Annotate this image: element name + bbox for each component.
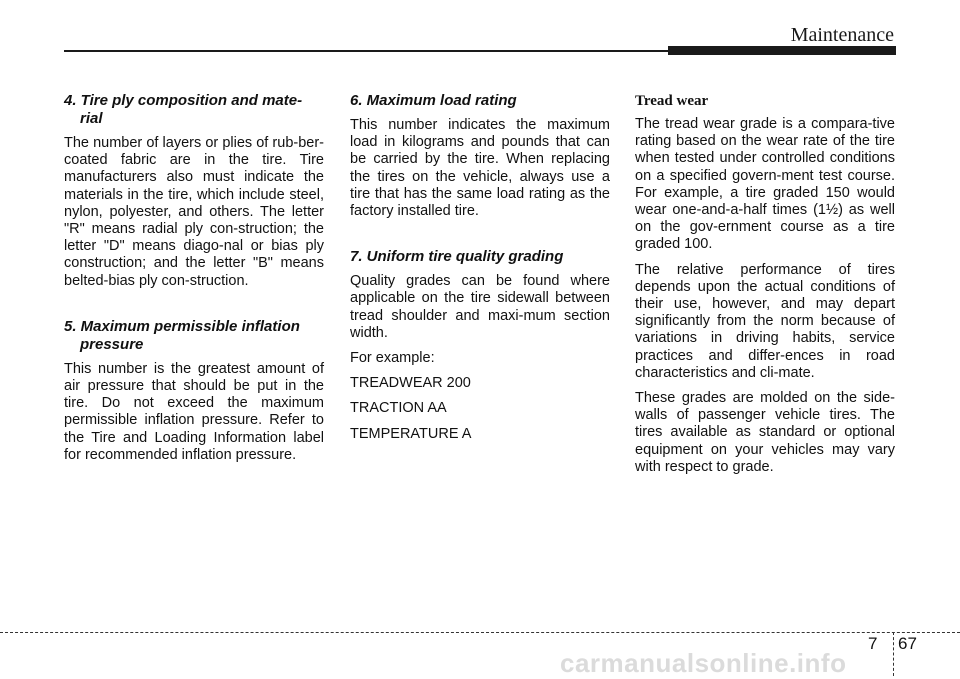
footer-rule [0, 632, 960, 633]
section-6-body: This number indicates the maximum load in kilograms and pounds that can be carried by the tire. When replacing the tires on the vehicle, always use a tire that has the same load rating as the factory installed tire. [350, 117, 610, 220]
section-5-heading: 5. Maximum permissible inflation pressure [64, 317, 300, 353]
section-4-body: The number of layers or plies of rub-ber-coated fabric are in the tire. Tire manufacturers also must indicate the materials in the tire, which include steel, nylon, polyester, and others. The letter "R" means radial ply con-struction; the letter "D" means diago-nal or bias ply construction; and the letter "B" means belted-bias ply con-struction. [64, 135, 324, 289]
section-title: Maintenance [790, 24, 894, 46]
chapter-number: 7 [868, 634, 878, 653]
example-line: TRACTION AA [350, 400, 447, 417]
example-label: For example: [350, 350, 435, 367]
section-7-body: Quality grades can be found where applicable on the tire sidewall between tread shoulder and maxi-mum section width. [350, 273, 610, 341]
example-line: TREADWEAR 200 [350, 375, 471, 392]
section-5-body: This number is the greatest amount of air pressure that should be put in the tire. Do not exceed the maximum permissible inflation pressure. Refer to the Tire and Loading Information label for recommended inflation pressure. [64, 360, 324, 463]
page-number: 67 [898, 634, 917, 653]
section-7-heading: 7. Uniform tire quality grading [350, 248, 564, 266]
tread-wear-paragraph: The tread wear grade is a compara-tive rating based on the wear rate of the tire when tested under controlled conditions on a specified govern-ment test course. For example, a tire graded 150 would wear one-and-a-half times (1½) as well on the gov-ernment course as a tire graded 100. [635, 116, 895, 253]
section-6-heading: 6. Maximum load rating [350, 92, 517, 109]
tread-wear-paragraph: These grades are molded on the side-walls of passenger vehicle tires. The tires available as standard or optional equipment on your vehicles may vary with respect to grade. [635, 390, 895, 475]
tread-wear-heading: Tread wear [635, 93, 709, 109]
example-line: TEMPERATURE A [350, 425, 472, 442]
tread-wear-paragraph: The relative performance of tires depends upon the actual conditions of their use, however, and may depart significantly from the norm because of variations in driving habits, service practices and differ-ences in road characteristics and cli-mate. [635, 261, 895, 381]
header-rule [64, 50, 668, 52]
section-4-heading: 4. Tire ply composition and mate-rial [64, 92, 303, 127]
header-bar [668, 46, 896, 55]
watermark: carmanualsonline.info [560, 648, 847, 678]
column-2 [350, 92, 610, 451]
column-1 [64, 92, 324, 472]
column-3 [635, 92, 895, 484]
